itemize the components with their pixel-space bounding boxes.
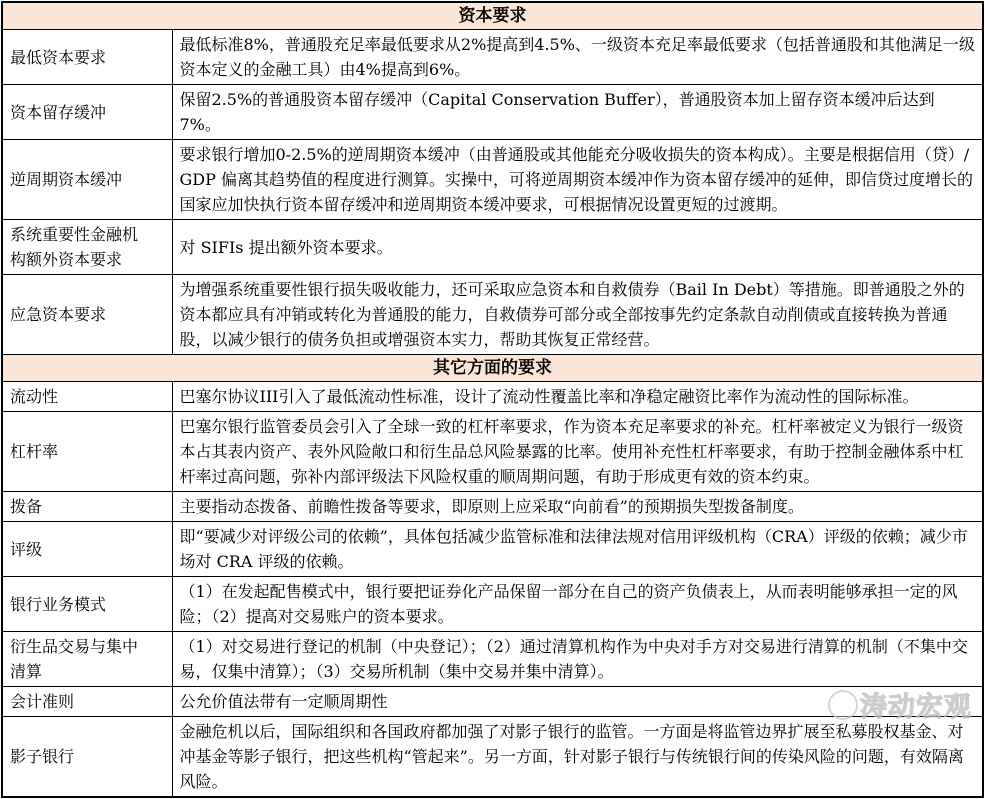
- row-label-cell: 应急资本要求: [2, 275, 172, 355]
- table-row: [2, 632, 983, 687]
- row-label-cell: 杠杆率: [2, 412, 172, 492]
- row-label-cell: 衍生品交易与集中清算: [2, 632, 172, 687]
- row-label-cell: 评级: [2, 522, 172, 577]
- table-row: [2, 30, 983, 85]
- section-header-row: [2, 355, 983, 382]
- section-header: 资本要求: [2, 2, 983, 30]
- table-row: [2, 140, 983, 220]
- row-content-cell: （1）在发起配售模式中，银行要把证券化产品保留一部分在自己的资产负债表上，从而表明能够承担一定的风险；（2）提高对交易账户的资本要求。: [172, 577, 983, 632]
- row-content-cell: 最低标准8%，普通股充足率最低要求从2%提高到4.5%、一级资本充足率最低要求（包括普通股和其他满足一级资本定义的金融工具）由4%提高到6%。: [172, 30, 983, 85]
- section-header: 其它方面的要求: [2, 355, 983, 382]
- row-content-cell: 巴塞尔银行监管委员会引入了全球一致的杠杆率要求，作为资本充足率要求的补充。杠杆率被定义为银行一级资本占其表内资产、表外风险敞口和衍生品总风险暴露的比率。使用补充性杠杆率要求，有助于控制金融体系中杠杆率过高问题，弥补内部评级法下风险权重的顺周期问题，有助于形成更有效的资本约束。: [172, 412, 983, 492]
- row-content-cell: 主要指动态拨备、前瞻性拨备等要求，即原则上应采取“向前看”的预期损失型拨备制度。: [172, 492, 983, 522]
- document-page: [0, 1, 985, 798]
- basel-requirements-table: [1, 1, 984, 798]
- table-row: [2, 85, 983, 140]
- table-row: [2, 382, 983, 412]
- row-content-cell: 为增强系统重要性银行损失吸收能力，还可采取应急资本和自救债券（Bail In Debt）等措施。即普通股之外的资本都应具有冲销或转化为普通股的能力，自救债券可部分或全部按事先约定条款自动削债或直接转换为普通股，以减少银行的债务负担或增强资本实力，帮助其恢复正常经营。: [172, 275, 983, 355]
- row-label-cell: 最低资本要求: [2, 30, 172, 85]
- row-label-cell: 银行业务模式: [2, 577, 172, 632]
- table-row: [2, 412, 983, 492]
- table-row: [2, 687, 983, 717]
- table-row: [2, 522, 983, 577]
- row-content-cell: 保留2.5%的普通股资本留存缓冲（Capital Conservation Buffer），普通股资本加上留存资本缓冲后达到7%。: [172, 85, 983, 140]
- section-header-row: [2, 2, 983, 30]
- row-label-cell: 系统重要性金融机构额外资本要求: [2, 220, 172, 275]
- table-row: [2, 717, 983, 798]
- row-content-cell: 对 SIFIs 提出额外资本要求。: [172, 220, 983, 275]
- row-content-cell: 即“要减少对评级公司的依赖”，具体包括减少监管标准和法律法规对信用评级机构（CRA）评级的依赖；减少市场对 CRA 评级的依赖。: [172, 522, 983, 577]
- table-row: [2, 220, 983, 275]
- watermark-text: 涛动宏观: [860, 692, 972, 723]
- row-label-cell: 拨备: [2, 492, 172, 522]
- row-content-cell: 金融危机以后，国际组织和各国政府都加强了对影子银行的监管。一方面是将监管边界扩展至私募股权基金、对冲基金等影子银行，把这些机构“管起来”。另一方面，针对影子银行与传统银行间的传染风险的问题，有效隔离风险。: [172, 717, 983, 798]
- row-label-cell: 会计准则: [2, 687, 172, 717]
- row-content-cell: 巴塞尔协议III引入了最低流动性标准，设计了流动性覆盖比率和净稳定融资比率作为流动性的国际标准。: [172, 382, 983, 412]
- table-row: [2, 577, 983, 632]
- table-row: [2, 492, 983, 522]
- row-label-cell: 流动性: [2, 382, 172, 412]
- row-content-cell: （1）对交易进行登记的机制（中央登记）；（2）通过清算机构作为中央对手方对交易进行清算的机制（不集中交易，仅集中清算）；（3）交易所机制（集中交易并集中清算）。: [172, 632, 983, 687]
- row-label-cell: 资本留存缓冲: [2, 85, 172, 140]
- row-content-cell: 要求银行增加0-2.5%的逆周期资本缓冲（由普通股或其他能充分吸收损失的资本构成）。主要是根据信用（贷）/GDP 偏离其趋势值的程度进行测算。实操中，可将逆周期资本缓冲作为资本留存缓冲的延伸，即信贷过度增长的国家应加快执行资本留存缓冲和逆周期资本缓冲要求，可根据情况设置更短的过渡期。: [172, 140, 983, 220]
- row-content-cell: 公允价值法带有一定顺周期性: [172, 687, 983, 717]
- table-row: [2, 275, 983, 355]
- row-label-cell: 逆周期资本缓冲: [2, 140, 172, 220]
- row-label-cell: 影子银行: [2, 717, 172, 798]
